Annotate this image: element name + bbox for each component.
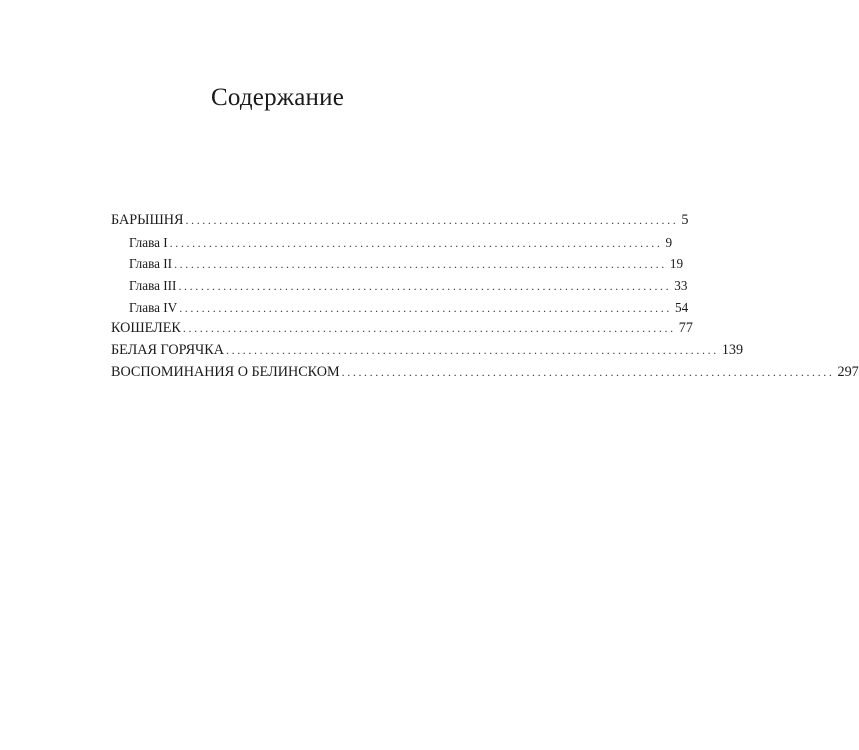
dot-leader: ........................................................................................ [179,300,672,315]
toc-entry-page-number: 5 [681,212,689,228]
toc-entry-page-number: 54 [675,299,689,315]
page-title: Содержание [211,84,344,111]
table-of-contents [111,210,859,384]
toc-entry-page-number: 33 [674,278,688,294]
toc-entry-chapter-4[interactable] [111,297,689,319]
toc-entry-label: Глава III [129,278,177,294]
dot-leader: ........................................................................................ [178,279,672,294]
toc-entry-chapter-2[interactable] [111,253,684,275]
dot-leader: ........................................................................................ [226,343,719,358]
toc-entry-label: КОШЕЛЕК [111,320,181,337]
dot-leader: ........................................................................................ [182,321,676,336]
toc-entry-label: ВОСПОМИНАНИЯ О БЕЛИНСКОМ [111,363,340,380]
toc-entry-baryshnya[interactable] [111,210,689,232]
toc-entry-label: БАРЫШНЯ [111,212,184,228]
toc-entry-label: БЕЛАЯ ГОРЯЧКА [111,342,224,359]
toc-entry-belaya-goryachka[interactable] [111,340,744,362]
dot-leader: ........................................................................................ [174,257,667,272]
toc-entry-chapter-1[interactable] [111,232,673,254]
toc-entry-page-number: 139 [721,342,744,359]
toc-entry-chapter-3[interactable] [111,275,688,297]
toc-entry-page-number: 297 [837,363,859,380]
toc-entry-koshelek[interactable] [111,318,693,340]
toc-entry-label: Глава IV [129,299,178,315]
dot-leader: ........................................................................................ [341,364,835,379]
dot-leader: ........................................................................................ [185,213,679,227]
toc-entry-label: Глава I [129,234,168,250]
toc-entry-page-number: 77 [678,320,693,337]
dot-leader: ........................................................................................ [169,235,663,250]
toc-entry-label: Глава II [129,256,173,272]
toc-entry-vospominaniya[interactable] [111,362,859,384]
toc-entry-page-number: 19 [669,256,684,272]
toc-entry-page-number: 9 [665,234,673,250]
